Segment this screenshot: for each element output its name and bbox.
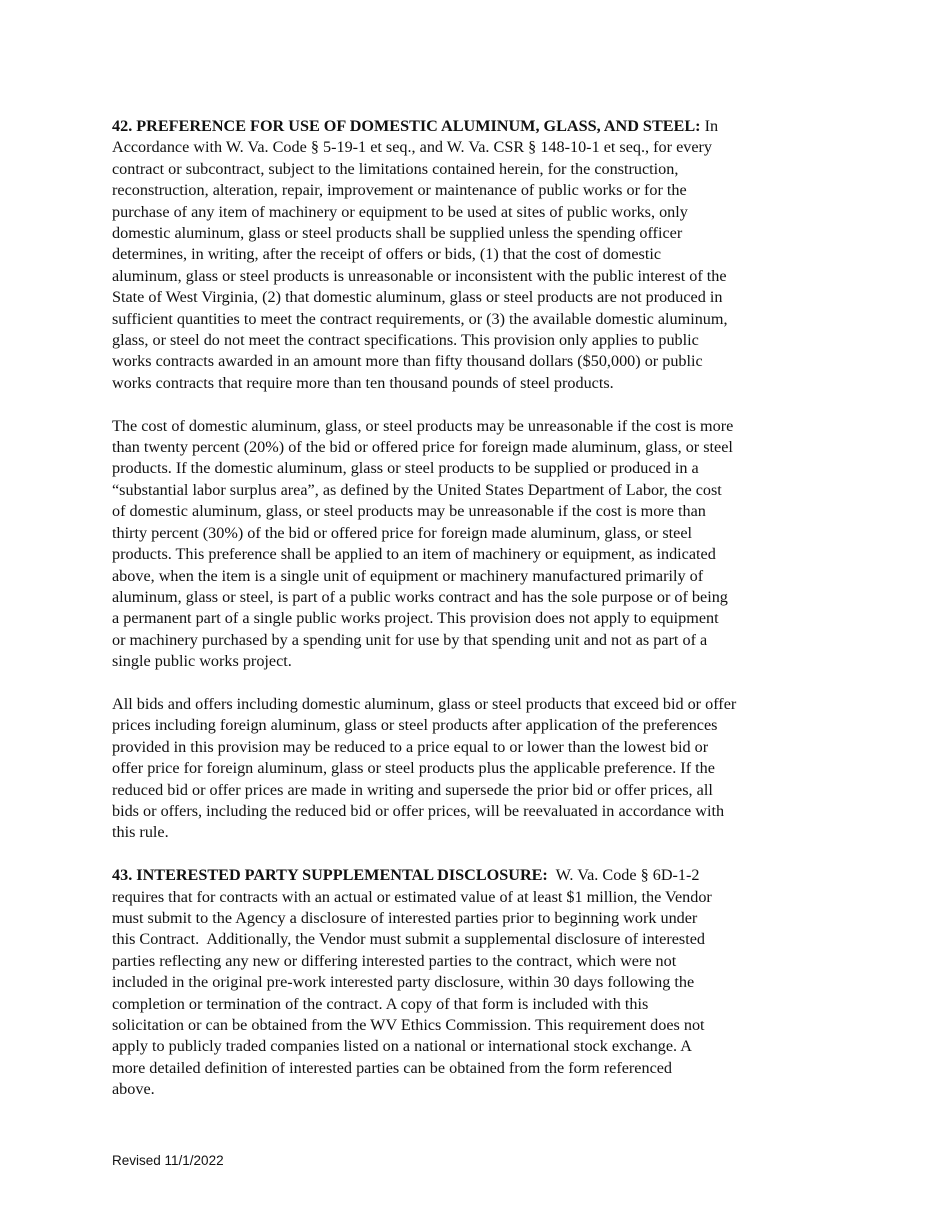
section-42-paragraph-2: The cost of domestic aluminum, glass, or steel products may be unreasonable if the cost is more than twenty percent (20%) of the bid or offered price for foreign made aluminum, glass, or steel products. If the domestic aluminum, glass or steel products to be supplied or produced in a “substantial labor surplus area”, as defined by the United States Department of Labor, the cost of domestic aluminum, glass, or steel products may be unreasonable if the cost is more than thirty percent (30%) of the bid or offered price for foreign made aluminum, glass, or steel products. This preference shall be applied to an item of machinery or equipment, as indicated above, when the item is a single unit of equipment or machinery manufactured primarily of aluminum, glass or steel, is part of a public works contract and has the sole purpose or of being a permanent part of a single public works project. This provision does not apply to equipment or machinery purchased by a spending unit for use by that spending unit and not as part of a single public works project. xyxy=(112,416,734,671)
revision-footer: Revised 11/1/2022 xyxy=(112,1153,224,1168)
section-43-heading: 43. INTERESTED PARTY SUPPLEMENTAL DISCLOSURE: xyxy=(112,866,548,885)
document-body xyxy=(112,116,834,1122)
section-42-paragraph-1: 42. PREFERENCE FOR USE OF DOMESTIC ALUMINUM, GLASS, AND STEEL: In Accordance with W. Va. Code § 5-19-1 et seq., and W. Va. CSR § 148-10-1 et seq., for every contract or subcontract, subject to the limitations contained herein, for the construction, reconstruction, alteration, repair, improvement or maintenance of public works or for the purchase of any item of machinery or equipment to be used at sites of public works, only domestic aluminum, glass or steel products shall be supplied unless the spending officer determines, in writing, after the receipt of offers or bids, (1) that the cost of domestic aluminum, glass or steel products is unreasonable or inconsistent with the public interest of the State of West Virginia, (2) that domestic aluminum, glass or steel products are not produced in sufficient quantities to meet the contract requirements, or (3) the available domestic aluminum, glass, or steel do not meet the contract specifications. This provision only applies to public works contracts awarded in an amount more than fifty thousand dollars ($50,000) or public works contracts that require more than ten thousand pounds of steel products. xyxy=(112,117,728,392)
section-43-paragraph-1: 43. INTERESTED PARTY SUPPLEMENTAL DISCLOSURE: W. Va. Code § 6D-1-2 requires that for contracts with an actual or estimated value of at least $1 million, the Vendor must submit to the Agency a disclosure of interested parties prior to beginning work under this Contract. Additionally, the Vendor must submit a supplemental disclosure of interested parties reflecting any new or differing interested parties to the contract, which were not included in the original pre-work interested party disclosure, within 30 days following the completion or termination of the contract. A copy of that form is included with this solicitation or can be obtained from the WV Ethics Commission. This requirement does not apply to publicly traded companies listed on a national or international stock exchange. A more detailed definition of interested parties can be obtained from the form referenced above. xyxy=(112,866,712,1099)
section-42-heading: 42. PREFERENCE FOR USE OF DOMESTIC ALUMINUM, GLASS, AND STEEL: xyxy=(112,117,701,135)
section-42-paragraph-3: All bids and offers including domestic aluminum, glass or steel products that exceed bid or offer prices including foreign aluminum, glass or steel products after application of the preferences provided in this provision may be reduced to a price equal to or lower than the lowest bid or offer price for foreign aluminum, glass or steel products plus the applicable preference. If the reduced bid or offer prices are made in writing and supersede the prior bid or offer prices, all bids or offers, including the reduced bid or offer prices, will be reevaluated in accordance with this rule. xyxy=(112,694,737,842)
